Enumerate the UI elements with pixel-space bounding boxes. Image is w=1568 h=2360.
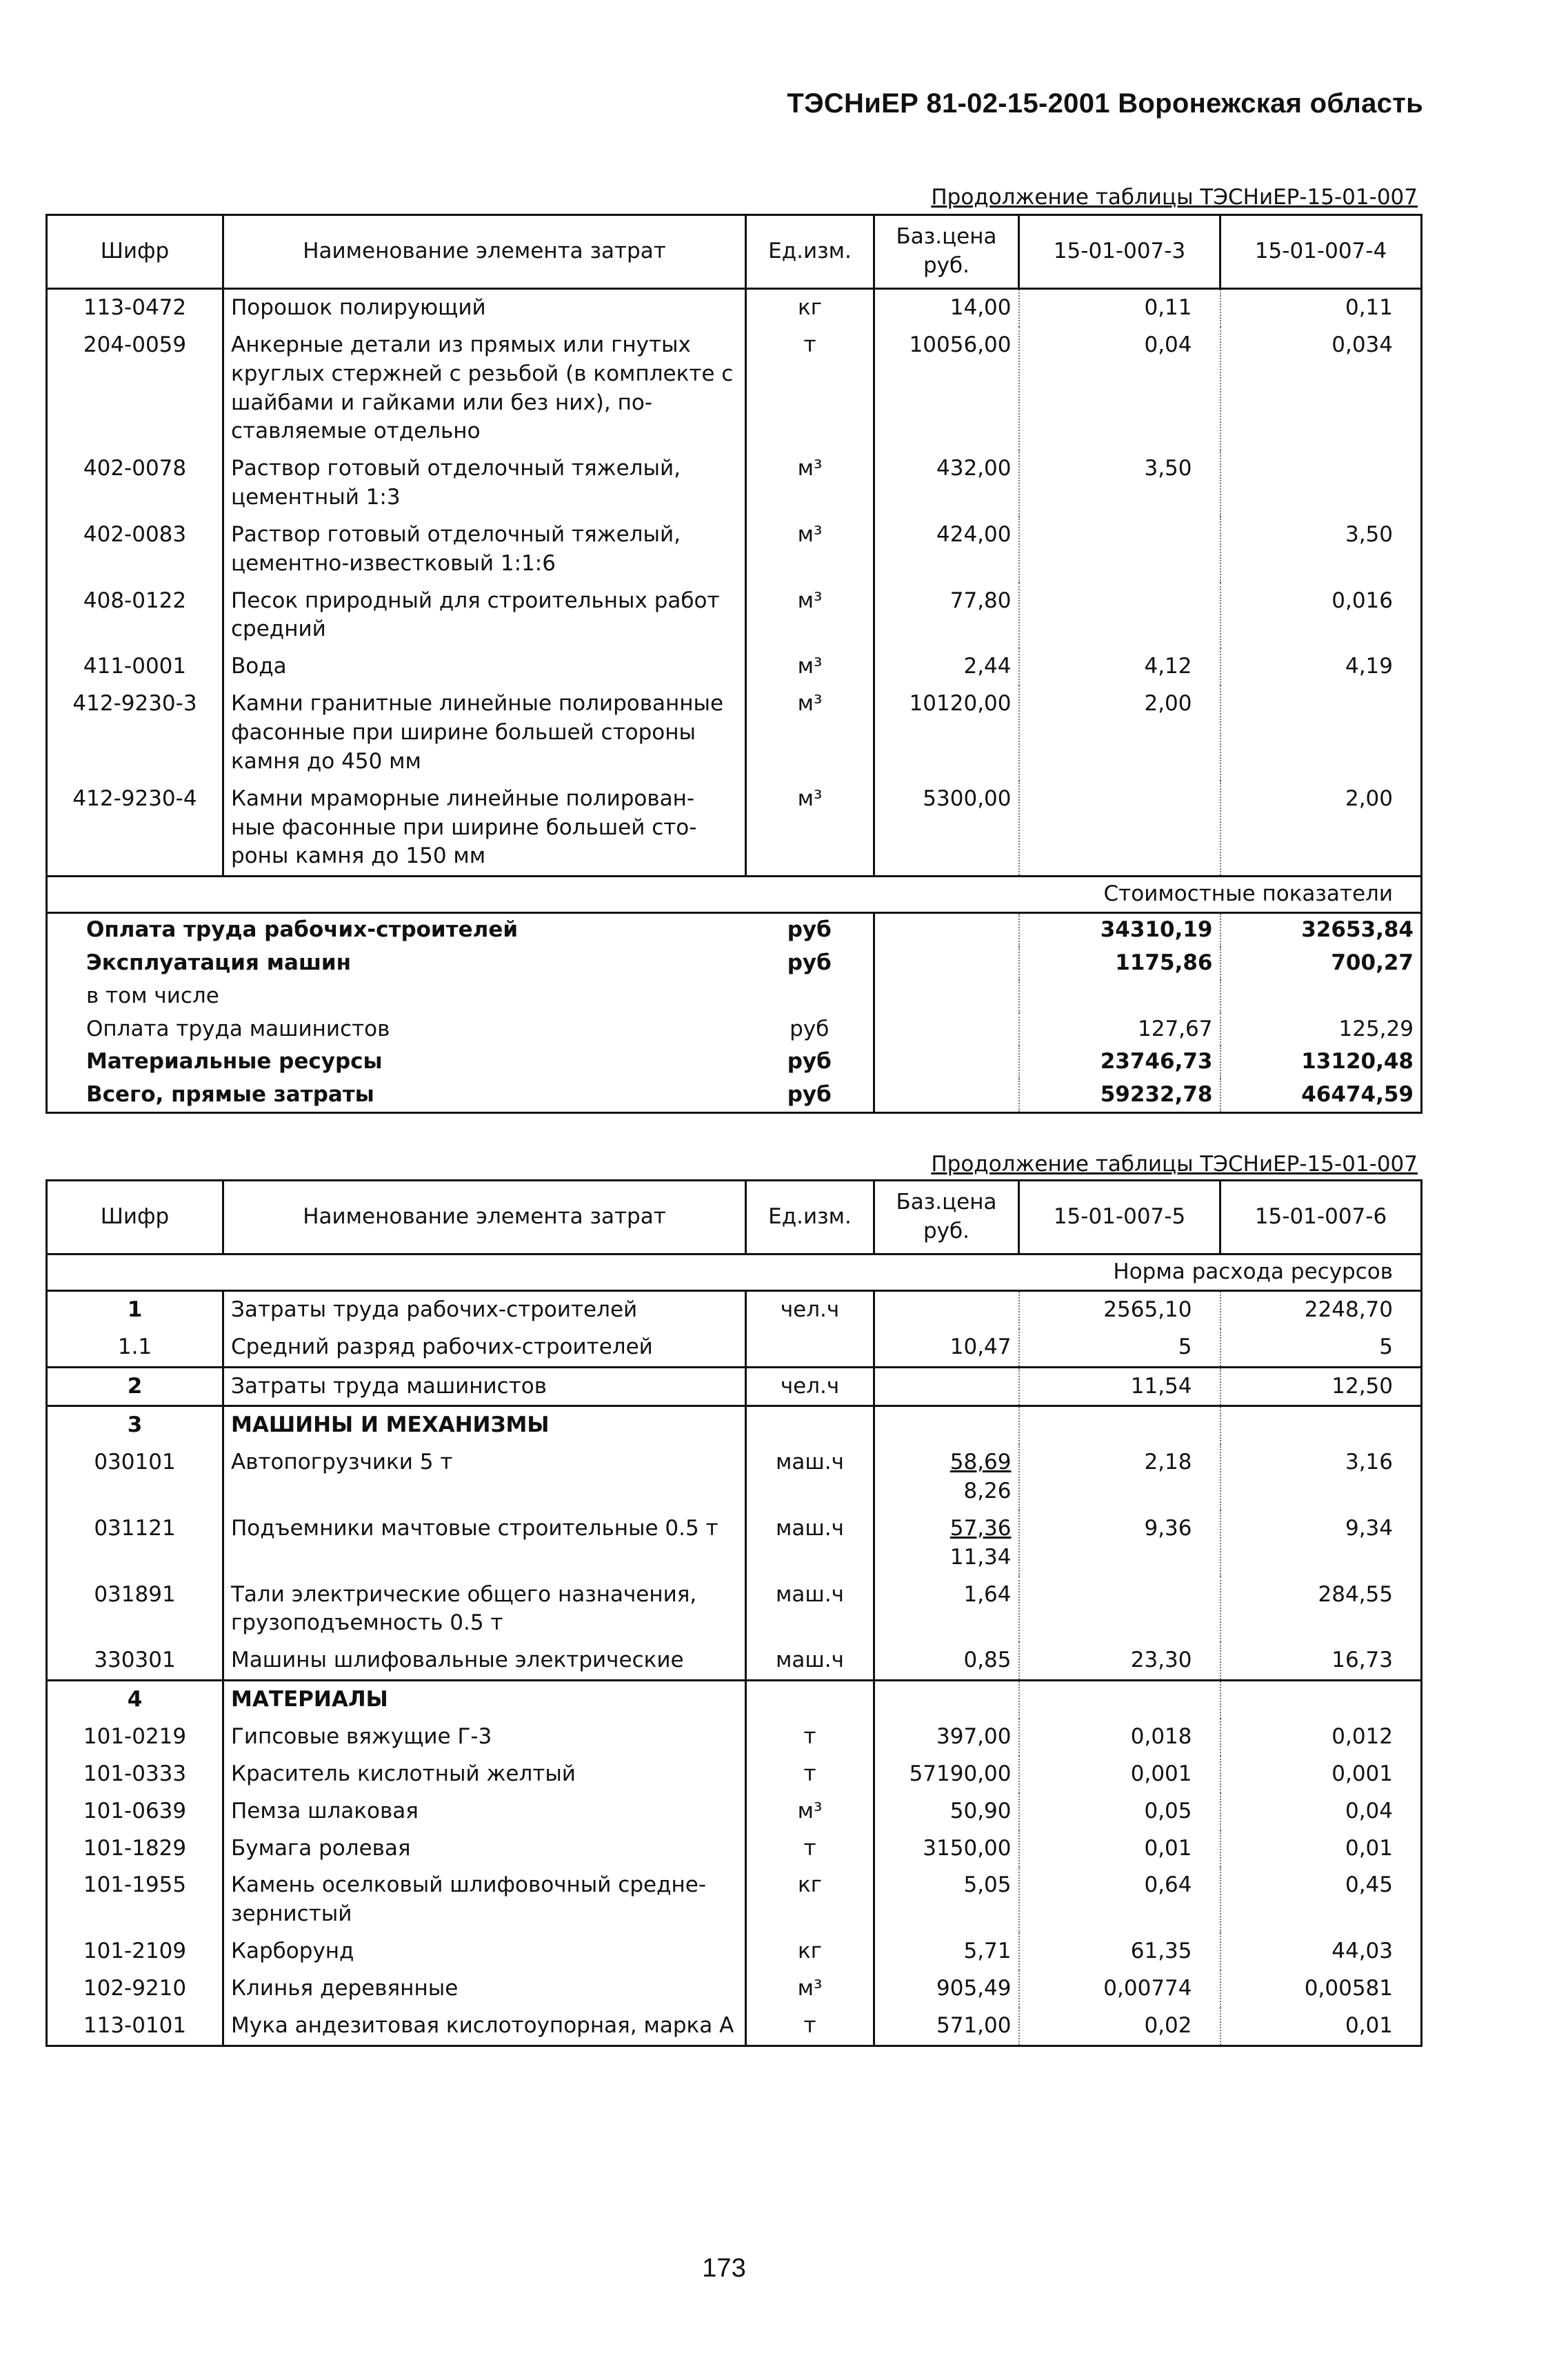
cell-code: 101-0333 (47, 1756, 223, 1793)
cell-unit (746, 1681, 874, 1719)
col-header-price: Баз.цена руб. (874, 1181, 1019, 1254)
summary-value-1: 1175,86 (1019, 947, 1220, 980)
col-header-col1: 15-01-007-5 (1019, 1181, 1220, 1254)
cell-value-1 (1019, 1577, 1220, 1643)
cell-value-1: 0,01 (1019, 1830, 1220, 1868)
page-number: 173 (702, 2254, 746, 2283)
cell-code: 1.1 (47, 1329, 223, 1367)
cell-unit: м³ (746, 686, 874, 781)
cell-value-1 (1019, 583, 1220, 649)
cell-unit: чел.ч (746, 1290, 874, 1328)
col-header-col2: 15-01-007-6 (1220, 1181, 1422, 1254)
cell-unit: маш.ч (746, 1642, 874, 1680)
table-row (47, 1290, 1422, 1328)
cell-price: 571,00 (874, 2008, 1019, 2046)
cell-name: Камни гранитные линейные полированные фасонные при ширине большей стороны камня до 450 мм (223, 686, 746, 781)
summary-value-2: 46474,59 (1220, 1079, 1422, 1112)
cell-unit: кг (746, 1867, 874, 1933)
table-row (47, 1756, 1422, 1793)
table-row (47, 1719, 1422, 1756)
summary-unit: руб (746, 1079, 874, 1112)
cell-code: 4 (47, 1681, 223, 1719)
table-row (47, 327, 1422, 450)
cell-value-2: 2,00 (1220, 781, 1422, 877)
cell-name: Средний разряд рабочих-строителей (223, 1329, 746, 1367)
summary-row (47, 1079, 1422, 1112)
summary-row (47, 913, 1422, 947)
col-header-col2: 15-01-007-4 (1220, 215, 1422, 289)
col-header-code: Шифр (47, 215, 223, 289)
table1-header-row (47, 215, 1422, 289)
summary-row (47, 980, 1422, 1013)
cell-value-1 (1019, 517, 1220, 583)
cell-value-1: 0,11 (1019, 289, 1220, 327)
cell-value-2: 0,45 (1220, 1867, 1422, 1933)
cell-value-2: 3,16 (1220, 1444, 1422, 1510)
cell-value-2 (1220, 686, 1422, 781)
cell-code: 330301 (47, 1642, 223, 1680)
cell-value-1: 23,30 (1019, 1642, 1220, 1680)
cell-code: 101-1955 (47, 1867, 223, 1933)
cell-price: 432,00 (874, 450, 1019, 517)
cell-name: Клинья деревянные (223, 1970, 746, 2008)
cell-name: Пемза шлаковая (223, 1793, 746, 1830)
summary-value-1: 59232,78 (1019, 1079, 1220, 1112)
col-header-name: Наименование элемента затрат (223, 215, 746, 289)
cell-price: 397,00 (874, 1719, 1019, 1756)
table1 (46, 214, 1423, 1114)
section-label: Стоимостные показатели (47, 877, 1422, 913)
col-header-unit: Ед.изм. (746, 1181, 874, 1254)
summary-value-1: 34310,19 (1019, 913, 1220, 947)
cell-code: 412-9230-4 (47, 781, 223, 877)
cell-code: 031121 (47, 1510, 223, 1577)
summary-label: Эксплуатация машин (47, 947, 746, 980)
cell-value-2: 0,04 (1220, 1793, 1422, 1830)
cell-code: 402-0078 (47, 450, 223, 517)
summary-row (47, 1046, 1422, 1079)
cell-code: 3 (47, 1406, 223, 1444)
table2-body (47, 1254, 1422, 2046)
cell-value-1: 0,001 (1019, 1756, 1220, 1793)
cell-value-1: 4,12 (1019, 648, 1220, 686)
col-header-code: Шифр (47, 1181, 223, 1254)
cell-price: 10,47 (874, 1329, 1019, 1367)
summary-value-1 (1019, 980, 1220, 1013)
cell-name: Краситель кислотный желтый (223, 1756, 746, 1793)
cell-unit: маш.ч (746, 1510, 874, 1577)
table-row (47, 1577, 1422, 1643)
cell-value-1: 0,64 (1019, 1867, 1220, 1933)
summary-value-1: 23746,73 (1019, 1046, 1220, 1079)
cell-value-1: 0,02 (1019, 2008, 1220, 2046)
table-row (47, 1367, 1422, 1406)
price-main: 57,36 (949, 1515, 1012, 1541)
summary-row (47, 1013, 1422, 1046)
table-row (47, 648, 1422, 686)
cell-name: Карборунд (223, 1933, 746, 1970)
cell-unit: т (746, 327, 874, 450)
table-row (47, 583, 1422, 649)
summary-unit: руб (746, 1013, 874, 1046)
summary-value-2: 32653,84 (1220, 913, 1422, 947)
col-header-col1: 15-01-007-3 (1019, 215, 1220, 289)
cell-name: Раствор готовый отделочный тяжелый, цементный 1:3 (223, 450, 746, 517)
cell-value-2: 16,73 (1220, 1642, 1422, 1680)
summary-price (874, 1013, 1019, 1046)
cell-unit: м³ (746, 583, 874, 649)
cell-value-1 (1019, 781, 1220, 877)
section-label: Норма расхода ресурсов (47, 1254, 1422, 1291)
cell-price: 905,49 (874, 1970, 1019, 2008)
cell-code: 2 (47, 1367, 223, 1406)
cell-price: 0,85 (874, 1642, 1019, 1680)
table-row (47, 1329, 1422, 1367)
table-row (47, 1681, 1422, 1719)
summary-price (874, 947, 1019, 980)
cell-value-2: 0,01 (1220, 2008, 1422, 2046)
cell-code: 101-1829 (47, 1830, 223, 1868)
cell-name: Тали электрические общего назначения, грузоподъемность 0.5 т (223, 1577, 746, 1643)
cell-unit (746, 1406, 874, 1444)
table-row (47, 1510, 1422, 1577)
cell-name: Порошок полирующий (223, 289, 746, 327)
summary-value-2: 125,29 (1220, 1013, 1422, 1046)
cell-price (874, 1510, 1019, 1577)
cell-value-2: 3,50 (1220, 517, 1422, 583)
cell-price: 5300,00 (874, 781, 1019, 877)
cell-price: 77,80 (874, 583, 1019, 649)
cell-price (874, 1290, 1019, 1328)
table-row (47, 1793, 1422, 1830)
table-row (47, 1642, 1422, 1680)
cell-name: Затраты труда рабочих-строителей (223, 1290, 746, 1328)
cell-price (874, 1406, 1019, 1444)
cell-value-2 (1220, 450, 1422, 517)
cell-price: 424,00 (874, 517, 1019, 583)
cell-price (874, 1681, 1019, 1719)
cell-price (874, 1367, 1019, 1406)
cell-value-2: 5 (1220, 1329, 1422, 1367)
cell-value-2: 44,03 (1220, 1933, 1422, 1970)
cell-name: Затраты труда машинистов (223, 1367, 746, 1406)
cell-value-2 (1220, 1406, 1422, 1444)
cell-value-2: 0,034 (1220, 327, 1422, 450)
cell-value-1: 0,00774 (1019, 1970, 1220, 2008)
cell-value-2: 0,11 (1220, 289, 1422, 327)
summary-value-2: 13120,48 (1220, 1046, 1422, 1079)
table-row (47, 2008, 1422, 2046)
col-header-name: Наименование элемента затрат (223, 1181, 746, 1254)
cell-value-1: 0,018 (1019, 1719, 1220, 1756)
cell-unit: м³ (746, 1970, 874, 2008)
summary-value-1: 127,67 (1019, 1013, 1220, 1046)
cell-value-1: 2,00 (1019, 686, 1220, 781)
cell-price: 57190,00 (874, 1756, 1019, 1793)
summary-label: Материальные ресурсы (47, 1046, 746, 1079)
cell-value-2: 2248,70 (1220, 1290, 1422, 1328)
cell-code: 102-9210 (47, 1970, 223, 2008)
table-row (47, 1406, 1422, 1444)
table-row (47, 1830, 1422, 1868)
cell-unit: чел.ч (746, 1367, 874, 1406)
col-header-unit: Ед.изм. (746, 215, 874, 289)
cell-price: 1,64 (874, 1577, 1019, 1643)
cell-value-2: 284,55 (1220, 1577, 1422, 1643)
cell-code: 411-0001 (47, 648, 223, 686)
cell-value-2: 0,012 (1220, 1719, 1422, 1756)
cell-value-1: 5 (1019, 1329, 1220, 1367)
cell-unit: м³ (746, 1793, 874, 1830)
cell-unit: маш.ч (746, 1577, 874, 1643)
cell-price: 2,44 (874, 648, 1019, 686)
cell-name: Раствор готовый отделочный тяжелый, цементно-известковый 1:1:6 (223, 517, 746, 583)
cell-name: Камни мраморные линейные полирован-ные фасонные при ширине большей сто-роны камня до 150 мм (223, 781, 746, 877)
cell-unit (746, 1329, 874, 1367)
table-row (47, 517, 1422, 583)
cell-price (874, 1444, 1019, 1510)
price-labor: 11,34 (949, 1544, 1012, 1570)
cell-price: 5,71 (874, 1933, 1019, 1970)
table2 (46, 1179, 1423, 2047)
cell-code: 412-9230-3 (47, 686, 223, 781)
summary-unit: руб (746, 1046, 874, 1079)
price-labor: 8,26 (963, 1479, 1012, 1504)
cell-unit: т (746, 1756, 874, 1793)
cell-price: 10120,00 (874, 686, 1019, 781)
section-row (47, 877, 1422, 913)
cell-value-1: 11,54 (1019, 1367, 1220, 1406)
summary-price (874, 1046, 1019, 1079)
summary-price (874, 913, 1019, 947)
summary-unit (746, 980, 874, 1013)
page-title: ТЭСНиЕР 81-02-15-2001 Воронежская область (787, 88, 1423, 119)
cell-name: Подъемники мачтовые строительные 0.5 т (223, 1510, 746, 1577)
cell-name: Автопогрузчики 5 т (223, 1444, 746, 1510)
cell-value-1: 9,36 (1019, 1510, 1220, 1577)
cell-name: Гипсовые вяжущие Г-3 (223, 1719, 746, 1756)
cell-value-2: 12,50 (1220, 1367, 1422, 1406)
summary-price (874, 1079, 1019, 1112)
col-header-price: Баз.цена руб. (874, 215, 1019, 289)
table-row (47, 1970, 1422, 2008)
cell-code: 030101 (47, 1444, 223, 1510)
cell-value-2: 0,001 (1220, 1756, 1422, 1793)
summary-label: Оплата труда рабочих-строителей (47, 913, 746, 947)
table-row (47, 1444, 1422, 1510)
table2-header-row (47, 1181, 1422, 1254)
cell-unit: кг (746, 289, 874, 327)
cell-value-2: 0,01 (1220, 1830, 1422, 1868)
cell-unit: т (746, 1719, 874, 1756)
cell-code: 031891 (47, 1577, 223, 1643)
summary-label: Оплата труда машинистов (47, 1013, 746, 1046)
summary-label: Всего, прямые затраты (47, 1079, 746, 1112)
cell-unit: м³ (746, 781, 874, 877)
summary-row (47, 947, 1422, 980)
summary-label: в том числе (47, 980, 746, 1013)
cell-code: 101-0639 (47, 1793, 223, 1830)
cell-unit: м³ (746, 450, 874, 517)
cell-unit: м³ (746, 648, 874, 686)
cell-value-2: 0,00581 (1220, 1970, 1422, 2008)
cell-name: МАТЕРИАЛЫ (223, 1681, 746, 1719)
cell-name: Бумага ролевая (223, 1830, 746, 1868)
table1-caption: Продолжение таблицы ТЭСНиЕР-15-01-007 (931, 185, 1418, 210)
cell-value-2: 0,016 (1220, 583, 1422, 649)
cell-value-1: 0,04 (1019, 327, 1220, 450)
cell-unit: кг (746, 1933, 874, 1970)
cell-code: 204-0059 (47, 327, 223, 450)
cell-code: 101-0219 (47, 1719, 223, 1756)
cell-price: 5,05 (874, 1867, 1019, 1933)
cell-name: Мука андезитовая кислотоупорная, марка А (223, 2008, 746, 2046)
cell-price: 3150,00 (874, 1830, 1019, 1868)
table-row (47, 1933, 1422, 1970)
cell-price: 50,90 (874, 1793, 1019, 1830)
cell-value-1: 3,50 (1019, 450, 1220, 517)
summary-price (874, 980, 1019, 1013)
table-row (47, 1867, 1422, 1933)
table-row (47, 289, 1422, 327)
table-row (47, 781, 1422, 877)
cell-name: МАШИНЫ И МЕХАНИЗМЫ (223, 1406, 746, 1444)
cell-value-2: 9,34 (1220, 1510, 1422, 1577)
table-row (47, 450, 1422, 517)
cell-code: 101-2109 (47, 1933, 223, 1970)
cell-name: Вода (223, 648, 746, 686)
price-main: 58,69 (949, 1450, 1012, 1475)
cell-price: 14,00 (874, 289, 1019, 327)
cell-name: Анкерные детали из прямых или гнутых круглых стержней с резьбой (в комплекте с шайбами и гайками или без них), по-ставляемые отдельно (223, 327, 746, 450)
cell-value-2 (1220, 1681, 1422, 1719)
summary-unit: руб (746, 913, 874, 947)
cell-unit: т (746, 1830, 874, 1868)
cell-value-2: 4,19 (1220, 648, 1422, 686)
cell-price: 10056,00 (874, 327, 1019, 450)
cell-value-1: 2565,10 (1019, 1290, 1220, 1328)
cell-name: Машины шлифовальные электрические (223, 1642, 746, 1680)
cell-value-1: 2,18 (1019, 1444, 1220, 1510)
cell-unit: т (746, 2008, 874, 2046)
cell-name: Камень оселковый шлифовочный средне-зернистый (223, 1867, 746, 1933)
cell-code: 113-0472 (47, 289, 223, 327)
cell-code: 408-0122 (47, 583, 223, 649)
cell-value-1 (1019, 1406, 1220, 1444)
table-row (47, 686, 1422, 781)
cell-code: 1 (47, 1290, 223, 1328)
cell-value-1: 0,05 (1019, 1793, 1220, 1830)
section-row (47, 1254, 1422, 1291)
summary-unit: руб (746, 947, 874, 980)
cell-code: 402-0083 (47, 517, 223, 583)
cell-code: 113-0101 (47, 2008, 223, 2046)
table1-body (47, 289, 1422, 1113)
cell-value-1 (1019, 1681, 1220, 1719)
summary-value-2: 700,27 (1220, 947, 1422, 980)
table2-caption: Продолжение таблицы ТЭСНиЕР-15-01-007 (931, 1152, 1418, 1177)
cell-value-1: 61,35 (1019, 1933, 1220, 1970)
summary-value-2 (1220, 980, 1422, 1013)
cell-name: Песок природный для строительных работ средний (223, 583, 746, 649)
cell-unit: м³ (746, 517, 874, 583)
cell-unit: маш.ч (746, 1444, 874, 1510)
